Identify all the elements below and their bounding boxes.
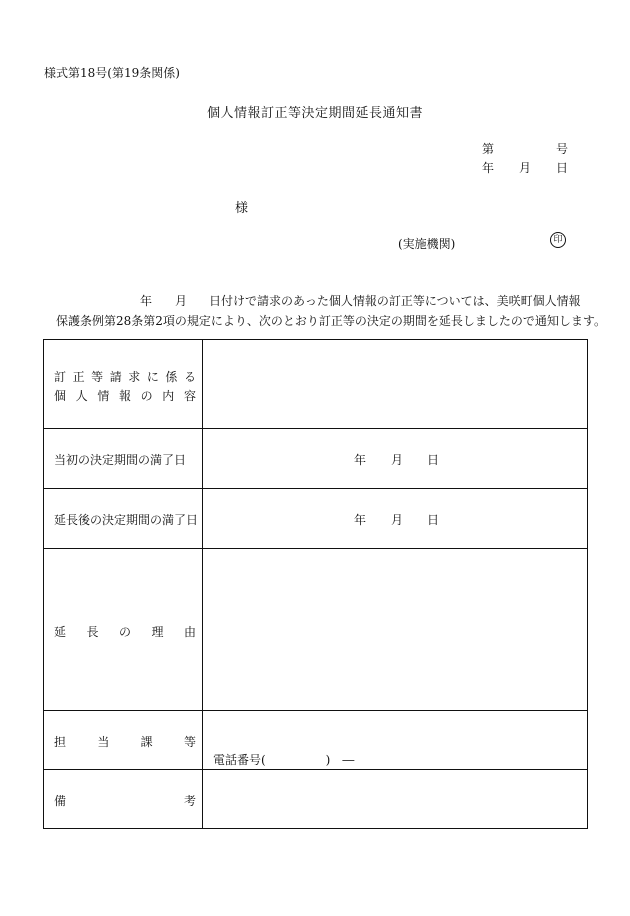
issue-date-month: 月: [519, 161, 532, 175]
table-row-initial-deadline: [44, 429, 587, 489]
table-row-department: [44, 711, 587, 770]
phone-number-line: 電話番号( ) ―: [213, 753, 355, 767]
table-row-extended-deadline: [44, 489, 587, 549]
extension-details-table: [43, 339, 588, 829]
initial-deadline-year: 年: [354, 453, 367, 467]
issue-date-day: 日: [556, 161, 569, 175]
addressee: 様: [235, 201, 249, 216]
extended-deadline-month: 月: [391, 513, 404, 527]
label-extended-deadline: 延長後の決定期間の満了日: [54, 513, 199, 527]
label-remarks: 備 考: [54, 794, 196, 808]
label-info-content-line1: 訂 正 等 請 求 に 係 る: [54, 370, 196, 384]
implementing-agency: (実施機関): [398, 237, 456, 251]
initial-deadline-day: 日: [427, 453, 440, 467]
request-date-year: 年: [140, 294, 153, 308]
body-text-line1: 日付けで請求のあった個人情報の訂正等については、美咲町個人情報: [209, 294, 581, 308]
seal-mark: 印: [550, 232, 566, 248]
table-row-reason: [44, 549, 587, 711]
label-department: 担 当 課 等: [54, 735, 196, 749]
label-reason: 延 長 の 理 由: [54, 625, 196, 639]
extended-deadline-day: 日: [427, 513, 440, 527]
extended-deadline-year: 年: [354, 513, 367, 527]
table-row-info-content: [44, 340, 587, 429]
request-date-month: 月: [175, 294, 188, 308]
document-number-suffix: 号: [556, 142, 569, 156]
initial-deadline-month: 月: [391, 453, 404, 467]
document-title: 個人情報訂正等決定期間延長通知書: [206, 106, 423, 121]
document-number-prefix: 第: [482, 142, 495, 156]
issue-date-year: 年: [482, 161, 495, 175]
body-text-line2: 保護条例第28条第2項の規定により、次のとおり訂正等の決定の期間を延長しましたので通知します。: [56, 314, 606, 328]
label-initial-deadline: 当初の決定期間の満了日: [54, 453, 187, 467]
label-info-content-line2: 個 人 情 報 の 内 容: [54, 389, 196, 403]
form-number: 様式第18号(第19条関係): [44, 66, 180, 80]
table-row-remarks: [44, 770, 587, 829]
